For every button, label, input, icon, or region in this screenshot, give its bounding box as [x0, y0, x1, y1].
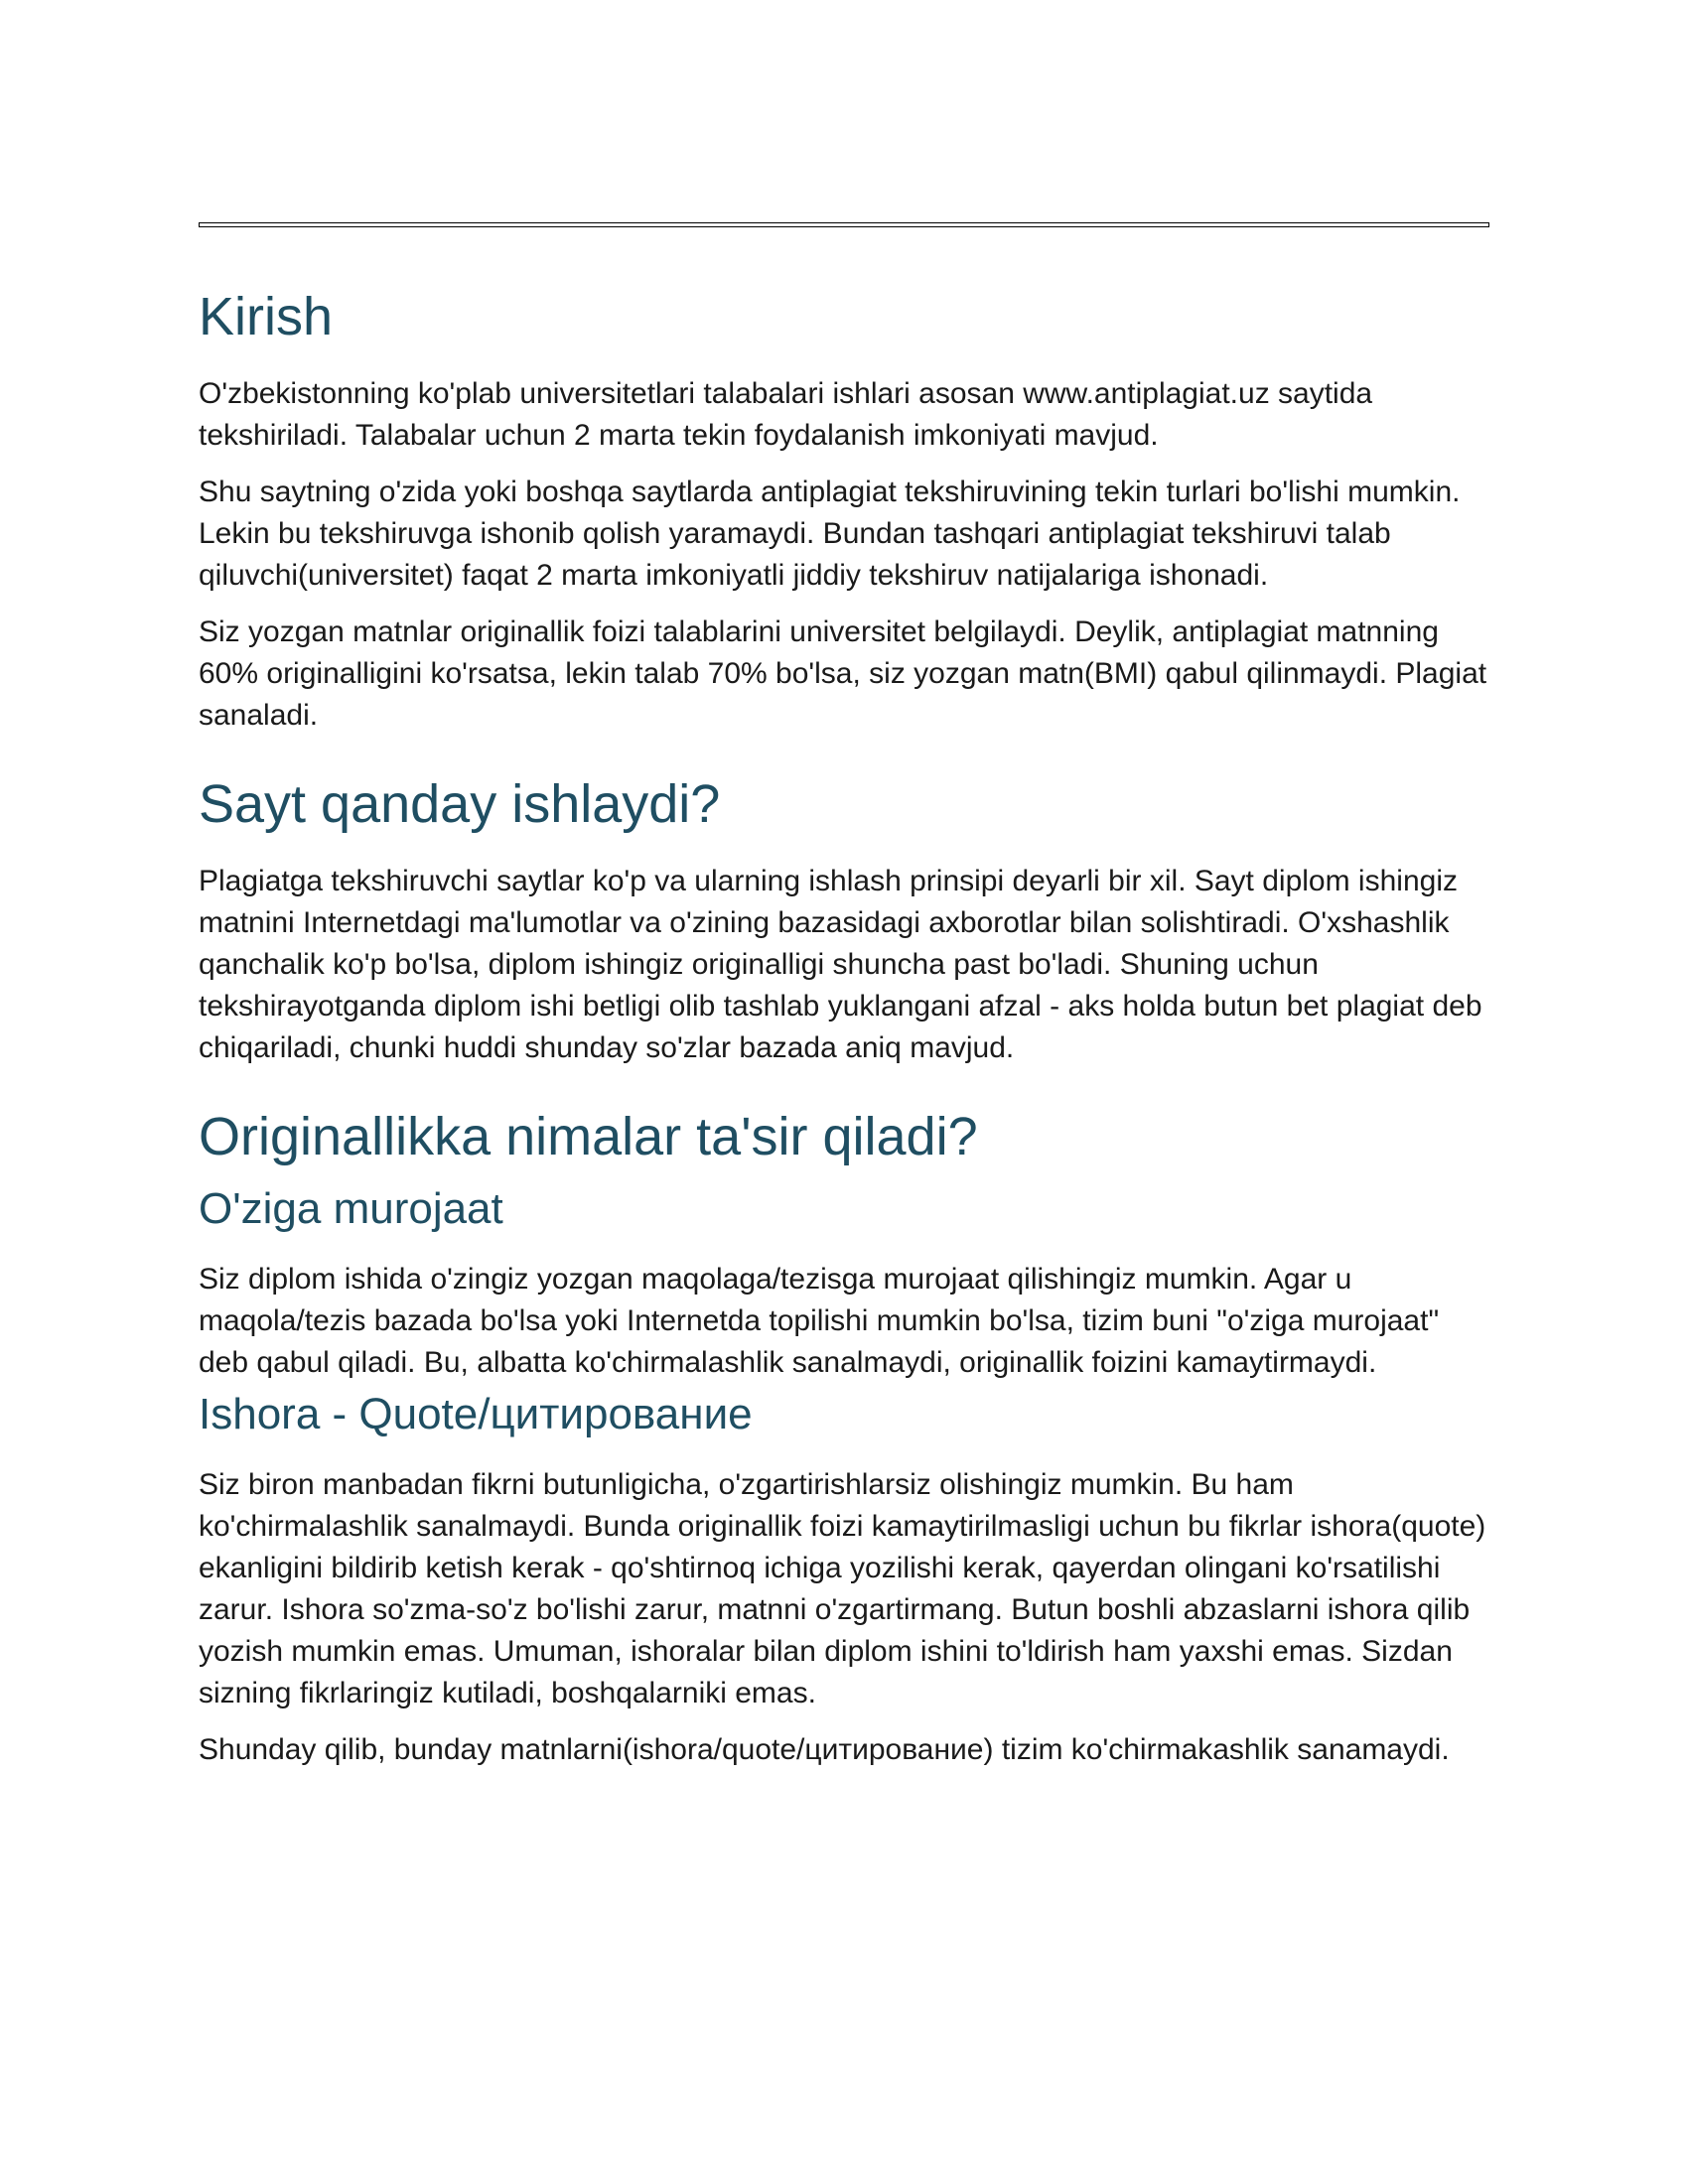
paragraph-ishora-1: Siz biron manbadan fikrni butunligicha, o'zgartirishlarsiz olishingiz mumkin. Bu ham ko'chirmalashlik sanalmaydi. Bunda originallik foizi kamaytirilmasligi uchun bu fikrlar ishora(quote) ekanligini bildirib ketish kerak - qo'shtirnoq ichiga yozilishi kerak, qayerdan olingani ko'rsatilishi zarur. Ishora so'zma-so'z bo'lishi zarur, matnni o'zgartirmang. Butun boshli abzaslarni ishora qilib yozish mumkin emas. Umuman, ishoralar bilan diplom ishini to'ldirish ham yaxshi emas. Sizdan sizning fikrlaringiz kutiladi, boshqalarniki emas. — [199, 1468, 1486, 1709]
heading-sayt-qanday-ishlaydi: Sayt qanday ishlaydi? — [199, 774, 721, 834]
paragraph-intro-3: Siz yozgan matnlar originallik foizi talablarini universitet belgilaydi. Deylik, antiplagiat matnning 60% originalligini ko'rsatsa, lekin talab 70% bo'lsa, siz yozgan matn(BMI) qabul qilinmaydi. Plagiat sanaladi. — [199, 615, 1487, 732]
paragraph-ishora-2: Shunday qilib, bunday matnlarni(ishora/quote/цитирование) tizim ko'chirmakashlik sanamaydi. — [199, 1733, 1450, 1766]
heading-originallikka-tasir: Originallikka nimalar ta'sir qiladi? — [199, 1107, 978, 1166]
heading-kirish: Kirish — [199, 287, 334, 346]
paragraph-oziga-murojaat: Siz diplom ishida o'zingiz yozgan maqolaga/tezisga murojaat qilishingiz mumkin. Agar u maqola/tezis bazada bo'lsa yoki Internetda topilishi mumkin bo'lsa, tizim buni "o'ziga murojaat" deb qabul qiladi. Bu, albatta ko'chirmalashlik sanalmaydi, originallik foizini kamaytirmaydi. — [199, 1263, 1440, 1379]
paragraph-intro-2: Shu saytning o'zida yoki boshqa saytlarda antiplagiat tekshiruvining tekin turlari bo'lishi mumkin. Lekin bu tekshiruvga ishonib qolish yaramaydi. Bundan tashqari antiplagiat tekshiruvi talab qiluvchi(universitet) faqat 2 marta imkoniyatli jiddiy tekshiruv natijalariga ishonadi. — [199, 476, 1461, 592]
top-double-rule — [199, 222, 1489, 227]
paragraph-sayt-ishlashi: Plagiatga tekshiruvchi saytlar ko'p va ularning ishlash prinsipi deyarli bir xil. Sayt diplom ishingiz matnini Internetdagi ma'lumotlar va o'zining bazasidagi axborotlar bilan solishtiradi. O'xshashlik qanchalik ko'p bo'lsa, diplom ishingiz originalligi shuncha past bo'ladi. Shuning uchun tekshirayotganda diplom ishi betligi olib tashlab yuklangani afzal - aks holda butun bet plagiat deb chiqariladi, chunki huddi shunday so'zlar bazada aniq mavjud. — [199, 865, 1482, 1064]
heading-oziga-murojaat: O'ziga murojaat — [199, 1184, 503, 1233]
heading-ishora-quote: Ishora - Quote/цитирование — [199, 1390, 753, 1438]
paragraph-intro-1: O'zbekistonning ko'plab universitetlari talabalari ishlari asosan www.antiplagiat.uz saytida tekshiriladi. Talabalar uchun 2 marta tekin foydalanish imkoniyati mavjud. — [199, 377, 1373, 452]
